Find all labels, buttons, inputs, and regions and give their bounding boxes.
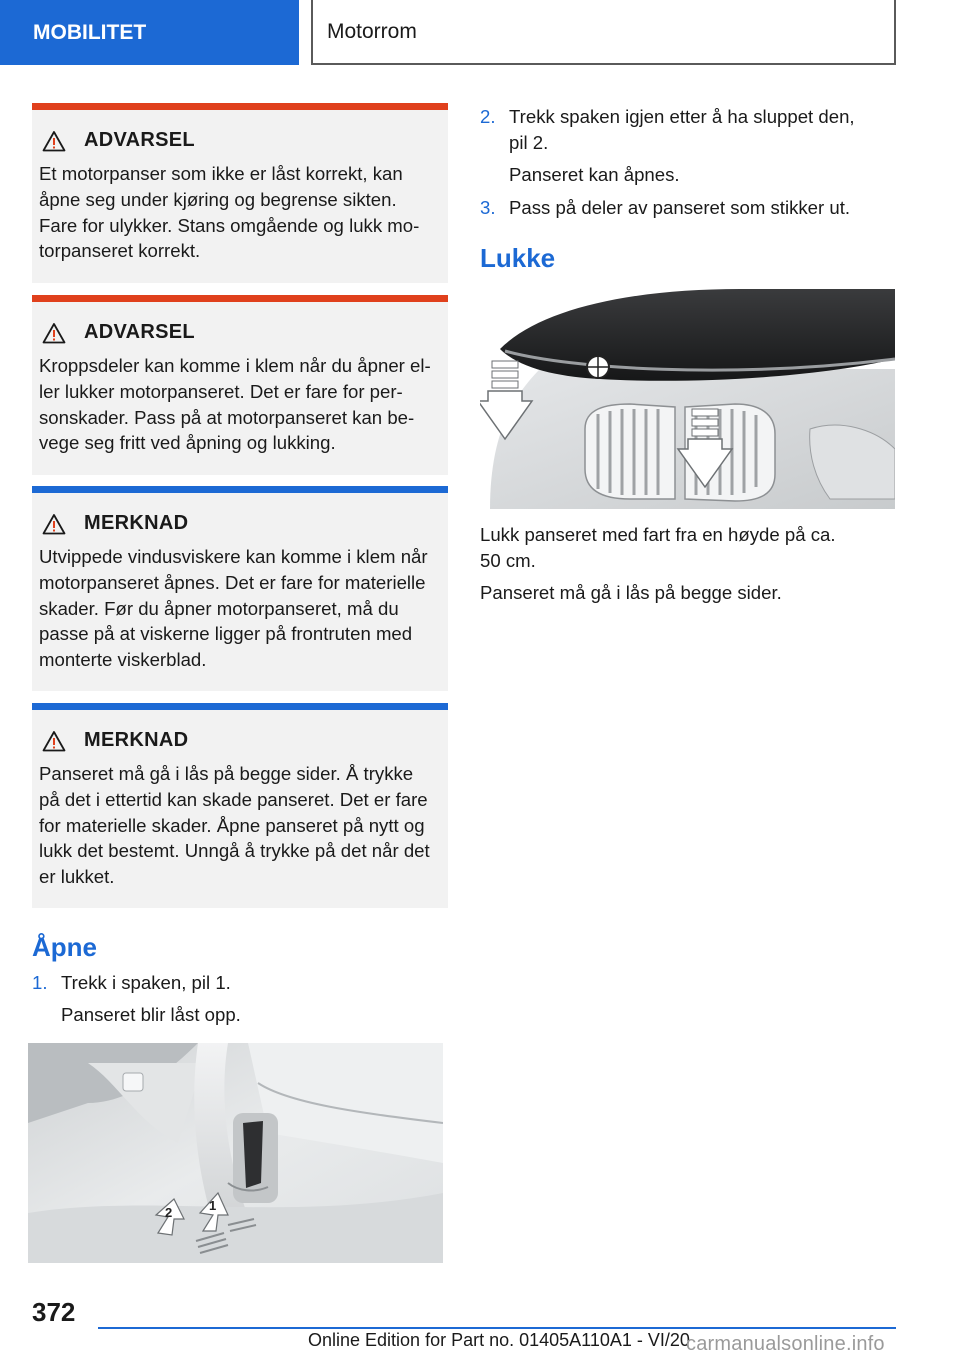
warning-bar <box>32 295 448 302</box>
step-number: 3. <box>480 197 496 218</box>
notice-title <box>42 321 448 344</box>
notice-body <box>39 761 440 890</box>
notice-line: er lukket. <box>39 866 115 888</box>
footer-divider <box>98 1327 896 1329</box>
note-bar <box>32 703 448 710</box>
notice-line: på det i ettertid kan skade panseret. Det er fare <box>39 788 428 810</box>
notice-line: passe på at viskerne ligger på frontruten med <box>39 623 413 645</box>
step-3 <box>480 195 900 225</box>
notice-line: lukk det bestemt. Unngå å trykke på det når det <box>39 840 430 862</box>
step-text: Pass på deler av panseret som stikker ut. <box>509 197 851 218</box>
notice-body <box>39 544 440 673</box>
notice-title-text: ADVARSEL <box>84 129 195 151</box>
section-heading-open: Åpne <box>32 932 97 962</box>
notice-line: Panseret må gå i lås på begge sider. Å trykke <box>39 763 414 784</box>
step-text-line: Trekk spaken igjen etter å ha sluppet den, <box>509 106 855 127</box>
notice-body <box>39 353 440 456</box>
notice-line: torpanseret korrekt. <box>39 240 201 262</box>
section-heading-close: Lukke <box>480 243 556 273</box>
notice-line: vege seg fritt ved åpning og lukking. <box>39 432 336 454</box>
step-result: Panseret blir låst opp. <box>61 1004 241 1025</box>
watermark: carmanualsonline.info <box>686 1333 885 1355</box>
notice-line: Et motorpanser som ikke er låst korrekt, kan <box>39 163 403 184</box>
notice-title <box>42 729 448 752</box>
notice-title <box>42 129 448 152</box>
warning-triangle-icon <box>42 513 66 535</box>
notice-line: Fare for ulykker. Stans omgående og lukk mo- <box>39 214 420 236</box>
notice-line: ler lukker motorpanseret. Det er fare for per- <box>39 380 403 402</box>
notice-title-text: ADVARSEL <box>84 321 195 343</box>
close-paragraph-1 <box>480 522 900 574</box>
footer-edition: Online Edition for Part no. 01405A110A1 - VI/20 <box>308 1330 690 1350</box>
note-bar <box>32 486 448 493</box>
step-result: Panseret kan åpnes. <box>509 164 680 185</box>
notice-line: for materielle skader. Åpne panseret på nytt og <box>39 814 425 836</box>
arrow-label-1: 1 <box>209 1198 217 1213</box>
notice-line: monterte viskerblad. <box>39 649 207 671</box>
paragraph-line: 50 cm. <box>480 549 536 571</box>
section-tab: MOBILITET <box>0 0 299 65</box>
notice-line: skader. Før du åpner motorpanseret, må du <box>39 597 399 619</box>
step-number: 1. <box>32 972 48 993</box>
notice-body <box>39 161 440 264</box>
step-text: Trekk i spaken, pil 1. <box>61 972 231 993</box>
notice-title <box>42 512 448 535</box>
arrow-label-2: 2 <box>165 1205 173 1220</box>
page-number: 372 <box>32 1297 76 1327</box>
notice-line: motorpanseret åpnes. Det er fare for materielle <box>39 571 426 593</box>
note-box-2 <box>32 703 448 908</box>
warning-triangle-icon <box>42 730 66 752</box>
notice-title-text: MERKNAD <box>84 512 189 534</box>
warning-box-1 <box>32 103 448 283</box>
notice-line: sonskader. Pass på at motorpanseret kan be- <box>39 406 415 428</box>
step-number: 2. <box>480 106 496 127</box>
warning-triangle-icon <box>42 130 66 152</box>
page-title: Motorrom <box>311 0 896 65</box>
paragraph-line: Lukk panseret med fart fra en høyde på ca. <box>480 524 836 545</box>
warning-bar <box>32 103 448 110</box>
notice-line: Kroppsdeler kan komme i klem når du åpner el- <box>39 355 431 376</box>
step-2 <box>480 104 900 194</box>
notice-title-text: MERKNAD <box>84 729 189 751</box>
notice-line: Utvippede vindusviskere kan komme i klem når <box>39 546 428 567</box>
hood-release-lever-figure <box>28 1043 443 1263</box>
step-text-line: pil 2. <box>509 132 549 153</box>
warning-triangle-icon <box>42 322 66 344</box>
notice-line: åpne seg under kjøring og begrense sikten. <box>39 188 397 210</box>
step-1 <box>32 970 442 1030</box>
warning-box-2 <box>32 295 448 475</box>
closing-hood-figure <box>480 289 895 509</box>
close-paragraph-2: Panseret må gå i lås på begge sider. <box>480 582 782 603</box>
note-box-1 <box>32 486 448 691</box>
